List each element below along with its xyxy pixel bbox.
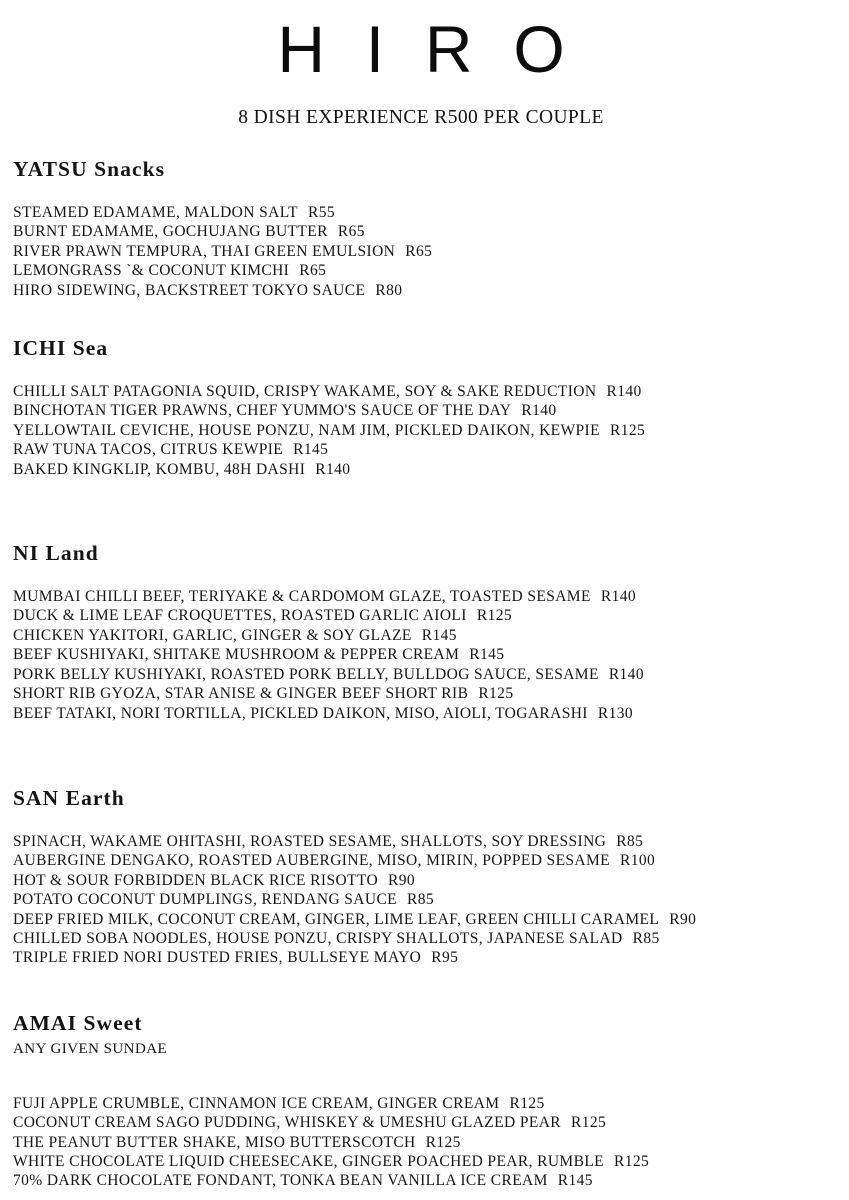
menu-item xyxy=(13,871,829,890)
section-yatsu-snacks xyxy=(13,157,829,300)
menu-item xyxy=(13,1152,829,1171)
item-name: LEMONGRASS `& COCONUT KIMCHI xyxy=(13,262,290,280)
menu-item xyxy=(13,382,829,401)
menu-item xyxy=(13,440,829,459)
item-price: R100 xyxy=(620,852,656,870)
item-name: FUJI APPLE CRUMBLE, CINNAMON ICE CREAM, GINGER CREAM xyxy=(13,1094,500,1112)
item-name: TRIPLE FRIED NORI DUSTED FRIES, BULLSEYE MAYO xyxy=(13,949,422,967)
section-heading: NI Land xyxy=(13,541,99,566)
item-price: R145 xyxy=(293,441,329,459)
item-name: BURNT EDAMAME, GOCHUJANG BUTTER xyxy=(13,223,328,241)
item-price: R140 xyxy=(608,665,644,683)
item-name: MUMBAI CHILLI BEEF, TERIYAKE & CARDOMOM GLAZE, TOASTED SESAME xyxy=(13,588,591,606)
menu-item xyxy=(13,281,829,300)
item-price: R125 xyxy=(609,421,646,439)
item-price: R125 xyxy=(509,1094,545,1112)
menu-item xyxy=(13,460,829,479)
section-item-list xyxy=(13,382,829,479)
menu-item xyxy=(13,851,829,870)
menu-item xyxy=(13,222,829,241)
menu-item xyxy=(13,1094,829,1113)
item-name: COCONUT CREAM SAGO PUDDING, WHISKEY & UMESHU GLAZED PEAR xyxy=(13,1114,562,1132)
page-title: H I R O xyxy=(277,12,576,86)
menu-item xyxy=(13,261,829,280)
menu-item xyxy=(13,929,829,948)
section-item-list xyxy=(13,203,829,300)
item-name: BINCHOTAN TIGER PRAWNS, CHEF YUMMO'S SAUCE OF THE DAY xyxy=(13,402,512,420)
item-price: R95 xyxy=(431,949,459,967)
section-san-earth xyxy=(13,786,829,968)
item-price: R65 xyxy=(405,242,433,260)
menu-item xyxy=(13,401,829,420)
section-item-list xyxy=(13,1094,829,1191)
item-name: 70% DARK CHOCOLATE FONDANT, TONKA BEAN VANILLA ICE CREAM xyxy=(13,1172,548,1190)
menu-item xyxy=(13,1113,829,1132)
item-name: SHORT RIB GYOZA, STAR ANISE & GINGER BEEF SHORT RIB xyxy=(13,685,469,703)
menu-item xyxy=(13,1171,829,1190)
item-price: R140 xyxy=(606,383,642,401)
item-price: R65 xyxy=(337,223,365,241)
item-price: R145 xyxy=(469,646,505,664)
menu-item xyxy=(13,421,829,440)
item-name: AUBERGINE DENGAKO, ROASTED AUBERGINE, MISO, MIRIN, POPPED SESAME xyxy=(13,852,611,870)
item-price: R85 xyxy=(632,929,660,947)
menu-item xyxy=(13,645,829,664)
item-price: R140 xyxy=(600,588,636,606)
section-ni-land xyxy=(13,541,829,723)
section-heading: SAN Earth xyxy=(13,785,125,810)
item-name: DEEP FRIED MILK, COCONUT CREAM, GINGER, LIME LEAF, GREEN CHILLI CARAMEL xyxy=(13,910,660,928)
menu-item xyxy=(13,704,829,723)
item-name: YELLOWTAIL CEVICHE, HOUSE PONZU, NAM JIM, PICKLED DAIKON, KEWPIE xyxy=(13,421,600,439)
section-item-list xyxy=(13,587,829,723)
menu-item xyxy=(13,665,829,684)
item-price: R125 xyxy=(425,1133,461,1151)
menu-item xyxy=(13,890,829,909)
section-ichi-sea xyxy=(13,336,829,479)
menu-item xyxy=(13,203,829,222)
item-price: R125 xyxy=(478,685,514,703)
section-note: ANY GIVEN SUNDAE xyxy=(13,1040,168,1057)
item-price: R90 xyxy=(669,910,697,928)
section-amai-sweet xyxy=(13,1011,829,1191)
menu-item xyxy=(13,948,829,967)
item-name: POTATO COCONUT DUMPLINGS, RENDANG SAUCE xyxy=(13,891,398,909)
item-name: THE PEANUT BUTTER SHAKE, MISO BUTTERSCOTCH xyxy=(13,1133,416,1151)
menu-item xyxy=(13,684,829,703)
item-name: DUCK & LIME LEAF CROQUETTES, ROASTED GARLIC AIOLI xyxy=(13,607,467,625)
item-price: R145 xyxy=(421,626,457,644)
item-price: R125 xyxy=(571,1114,607,1132)
item-price: R80 xyxy=(375,281,403,299)
item-price: R125 xyxy=(614,1152,650,1170)
item-name: RIVER PRAWN TEMPURA, THAI GREEN EMULSION xyxy=(13,242,396,260)
menu-item xyxy=(13,1133,829,1152)
menu-item xyxy=(13,587,829,606)
section-heading: YATSU Snacks xyxy=(13,157,166,181)
item-name: BAKED KINGKLIP, KOMBU, 48H DASHI xyxy=(13,460,306,478)
item-price: R145 xyxy=(557,1172,593,1190)
item-name: CHICKEN YAKITORI, GARLIC, GINGER & SOY GLAZE xyxy=(13,626,412,644)
item-name: RAW TUNA TACOS, CITRUS KEWPIE xyxy=(13,441,284,459)
menu-item xyxy=(13,606,829,625)
item-name: PORK BELLY KUSHIYAKI, ROASTED PORK BELLY, BULLDOG SAUCE, SESAME xyxy=(13,665,599,683)
item-price: R130 xyxy=(597,704,633,722)
item-name: STEAMED EDAMAME, MALDON SALT xyxy=(13,204,298,221)
item-price: R85 xyxy=(616,832,644,850)
item-name: CHILLED SOBA NOODLES, HOUSE PONZU, CRISPY SHALLOTS, JAPANESE SALAD xyxy=(13,929,623,947)
menu-subtitle: 8 DISH EXPERIENCE R500 PER COUPLE xyxy=(238,107,604,128)
menu-item xyxy=(13,242,829,261)
menu-item xyxy=(13,832,829,851)
item-name: WHITE CHOCOLATE LIQUID CHEESECAKE, GINGER POACHED PEAR, RUMBLE xyxy=(13,1152,605,1170)
item-price: R90 xyxy=(388,871,416,889)
item-price: R125 xyxy=(476,607,512,625)
section-item-list xyxy=(13,832,829,968)
item-price: R65 xyxy=(299,262,327,280)
menu-item xyxy=(13,626,829,645)
item-price: R140 xyxy=(315,460,351,478)
item-name: HIRO SIDEWING, BACKSTREET TOKYO SAUCE xyxy=(13,281,366,299)
item-name: BEEF TATAKI, NORI TORTILLA, PICKLED DAIKON, MISO, AIOLI, TOGARASHI xyxy=(13,704,588,722)
item-price: R55 xyxy=(307,204,335,221)
item-price: R140 xyxy=(521,402,557,420)
section-heading: AMAI Sweet xyxy=(13,1010,143,1035)
item-name: BEEF KUSHIYAKI, SHITAKE MUSHROOM & PEPPER CREAM xyxy=(13,646,460,664)
menu-item xyxy=(13,910,829,929)
section-heading: ICHI Sea xyxy=(13,336,109,361)
item-name: CHILLI SALT PATAGONIA SQUID, CRISPY WAKAME, SOY & SAKE REDUCTION xyxy=(13,383,597,401)
item-name: SPINACH, WAKAME OHITASHI, ROASTED SESAME, SHALLOTS, SOY DRESSING xyxy=(13,832,607,850)
item-price: R85 xyxy=(407,891,435,909)
item-name: HOT & SOUR FORBIDDEN BLACK RICE RISOTTO xyxy=(13,871,379,889)
